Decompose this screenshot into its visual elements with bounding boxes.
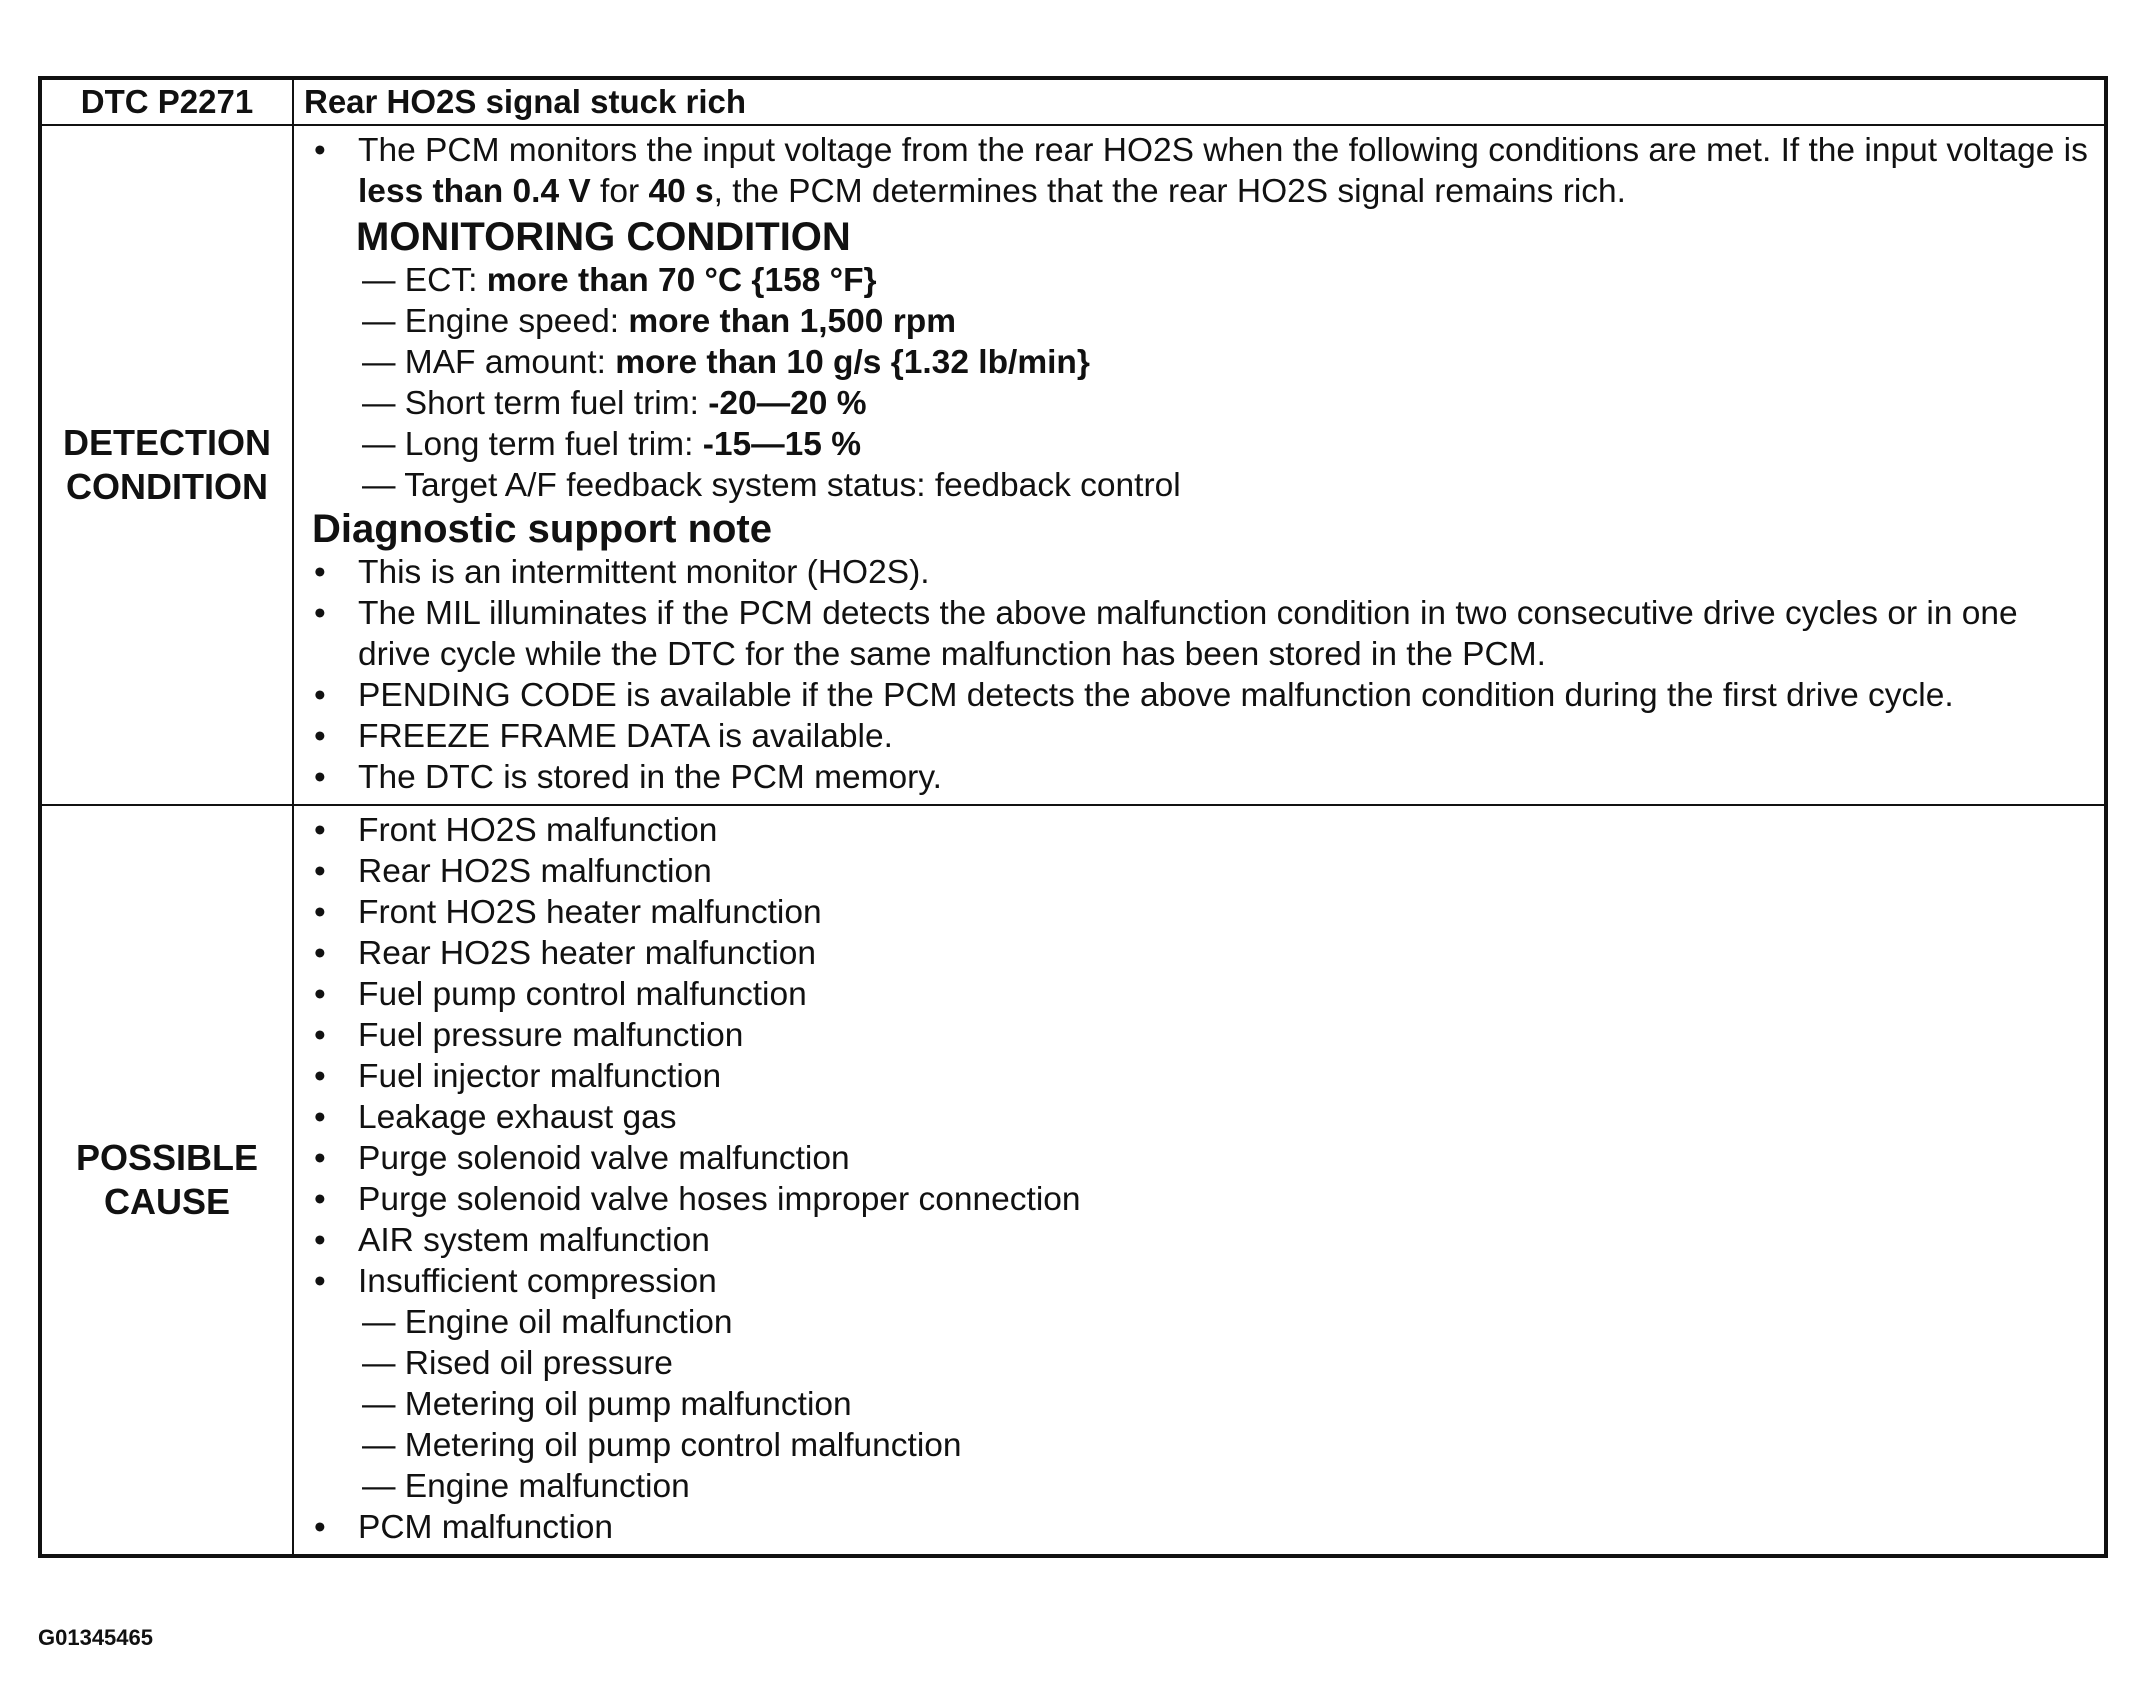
cause-text: Rear HO2S heater malfunction (358, 935, 817, 972)
bullet-dot: • (314, 935, 326, 972)
cause-subitem: — Engine malfunction (362, 1468, 690, 1505)
detection-row (40, 125, 2106, 805)
detection-label-line1: DETECTION (62, 422, 271, 463)
condition-label: — Long term fuel trim: (362, 426, 703, 463)
bullet-dot: • (314, 1099, 326, 1136)
cause-text: AIR system malfunction (358, 1222, 710, 1259)
condition-item (312, 383, 2094, 424)
bullet-dot: • (314, 1140, 326, 1177)
bullet-dot: • (314, 132, 326, 169)
condition-value: more than 10 g/s {1.32 lb/min} (615, 344, 1090, 381)
note-item (312, 552, 2094, 593)
bullet-dot: • (314, 894, 326, 931)
note-text: PENDING CODE is available if the PCM detects the above malfunction condition during the first drive cycle. (358, 677, 1954, 714)
cause-text: Purge solenoid valve hoses improper connection (358, 1181, 1081, 1218)
cause-item (312, 1097, 2094, 1138)
bullet-dot: • (314, 595, 326, 632)
cause-item (312, 851, 2094, 892)
bullet-dot: • (314, 759, 326, 796)
cause-item (312, 892, 2094, 933)
intro-bullet (312, 130, 2094, 212)
cause-item (312, 974, 2094, 1015)
bullet-dot: • (314, 677, 326, 714)
condition-item (312, 260, 2094, 301)
detection-label (40, 125, 293, 805)
cause-item (312, 810, 2094, 851)
cause-text: Front HO2S malfunction (358, 812, 718, 849)
cause-item (312, 1220, 2094, 1261)
cause-content (293, 805, 2106, 1556)
condition-value: more than 1,500 rpm (628, 303, 956, 340)
cause-item (312, 933, 2094, 974)
condition-value: -20—20 % (708, 385, 867, 422)
condition-label: — MAF amount: (362, 344, 616, 381)
bullet-dot: • (314, 718, 326, 755)
cause-text: Fuel pressure malfunction (358, 1017, 744, 1054)
condition-item (312, 424, 2094, 465)
cause-subitem: — Engine oil malfunction (362, 1304, 733, 1341)
monitoring-heading: MONITORING CONDITION (356, 215, 851, 259)
bullet-dot: • (314, 1181, 326, 1218)
detection-label-line2: CONDITION (66, 466, 268, 507)
dtc-title: Rear HO2S signal stuck rich (293, 78, 2106, 125)
dtc-table (38, 76, 2108, 1558)
cause-text: Fuel injector malfunction (358, 1058, 722, 1095)
condition-value: more than 70 °C {158 °F} (486, 262, 877, 299)
cause-item (312, 1507, 2094, 1548)
condition-item (312, 342, 2094, 383)
bullet-dot: • (314, 1058, 326, 1095)
condition-item (312, 301, 2094, 342)
note-item (312, 757, 2094, 798)
cause-item (312, 1015, 2094, 1056)
dtc-code: DTC P2271 (40, 78, 293, 125)
cause-label (40, 805, 293, 1556)
note-heading: Diagnostic support note (312, 507, 772, 551)
cause-text: Front HO2S heater malfunction (358, 894, 822, 931)
bullet-dot: • (314, 853, 326, 890)
intro-text (358, 130, 2094, 212)
condition-label: — Target A/F feedback system status: feedback control (362, 467, 1181, 504)
bullet-dot: • (314, 1509, 326, 1546)
cause-text: Purge solenoid valve malfunction (358, 1140, 850, 1177)
bullet-dot: • (314, 1222, 326, 1259)
cause-item (312, 1056, 2094, 1097)
condition-value: -15—15 % (702, 426, 861, 463)
cause-text: Leakage exhaust gas (358, 1099, 677, 1136)
cause-item (312, 1261, 2094, 1302)
intro-duration: 40 s (648, 173, 714, 210)
condition-item (312, 465, 2094, 506)
bullet-dot: • (314, 554, 326, 591)
note-item (312, 593, 2094, 675)
cause-row (40, 805, 2106, 1556)
cause-subitem: — Rised oil pressure (362, 1345, 673, 1382)
cause-subitem: — Metering oil pump malfunction (362, 1386, 852, 1423)
cause-text: Fuel pump control malfunction (358, 976, 807, 1013)
cause-item (312, 1138, 2094, 1179)
cause-text: Insufficient compression (358, 1263, 717, 1300)
intro-part: The PCM monitors the input voltage from the rear HO2S when the following conditions are met. If the input voltage is (358, 132, 2088, 169)
condition-label: — ECT: (362, 262, 487, 299)
cause-item (312, 1179, 2094, 1220)
bullet-dot: • (314, 1017, 326, 1054)
intro-voltage: less than 0.4 V (358, 173, 591, 210)
condition-label: — Engine speed: (362, 303, 629, 340)
figure-id: G01345465 (38, 1625, 153, 1650)
note-item (312, 716, 2094, 757)
cause-text: PCM malfunction (358, 1509, 614, 1546)
note-item (312, 675, 2094, 716)
intro-part: for (590, 173, 649, 210)
bullet-dot: • (314, 976, 326, 1013)
note-text: The MIL illuminates if the PCM detects the above malfunction condition in two consecutive drive cycles or in one drive cycle while the DTC for the same malfunction has been stored in the PCM. (358, 595, 2018, 673)
detection-content (293, 125, 2106, 805)
cause-text: Rear HO2S malfunction (358, 853, 712, 890)
note-text: This is an intermittent monitor (HO2S). (358, 554, 930, 591)
cause-label-line2: CAUSE (103, 1181, 231, 1222)
condition-label: — Short term fuel trim: (362, 385, 709, 422)
note-text: FREEZE FRAME DATA is available. (358, 718, 893, 755)
bullet-dot: • (314, 1263, 326, 1300)
cause-label-line1: POSSIBLE (75, 1137, 259, 1178)
note-text: The DTC is stored in the PCM memory. (358, 759, 942, 796)
cause-subitem: — Metering oil pump control malfunction (362, 1427, 962, 1464)
intro-part: , the PCM determines that the rear HO2S signal remains rich. (713, 173, 1626, 210)
header-row (40, 78, 2106, 125)
bullet-dot: • (314, 812, 326, 849)
